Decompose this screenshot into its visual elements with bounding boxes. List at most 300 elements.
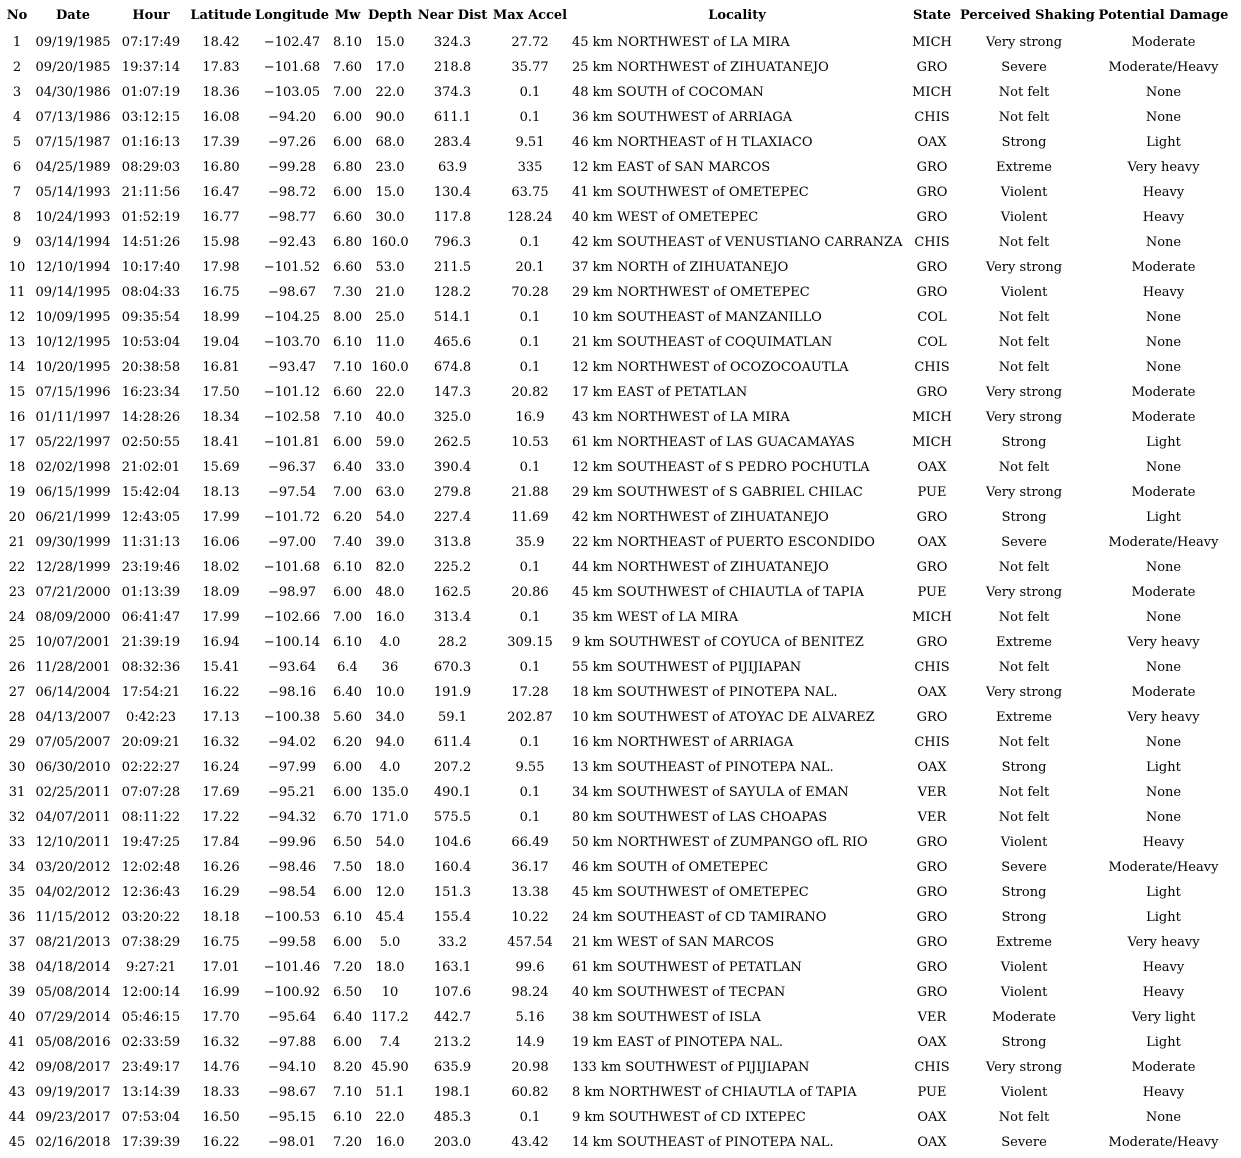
header-state: State	[912, 7, 952, 23]
cell-potential-damage: Moderate/Heavy	[1108, 60, 1219, 75]
cell-latitude: 17.70	[202, 1010, 240, 1025]
cell-perceived-shaking: Not felt	[998, 110, 1050, 125]
cell-state: MICH	[912, 610, 952, 625]
cell-max-accel: 10.22	[511, 910, 549, 925]
cell-latitude: 18.09	[202, 585, 240, 600]
cell-potential-damage: None	[1145, 235, 1182, 250]
cell-state: CHIS	[914, 360, 950, 375]
table-row	[2, 730, 1239, 755]
cell-state: GRO	[916, 560, 948, 575]
cell-longitude: −101.81	[263, 435, 321, 450]
cell-mw: 6.10	[333, 910, 362, 925]
cell-locality: 16 km NORTHWEST of ARRIAGA	[572, 735, 794, 750]
cell-date: 09/14/1995	[35, 285, 111, 300]
cell-latitude: 18.36	[202, 85, 240, 100]
cell-locality: 12 km SOUTHEAST of S PEDRO POCHUTLA	[572, 460, 870, 475]
cell-near-dist: 59.1	[438, 710, 467, 725]
cell-near-dist: 325.0	[433, 410, 472, 425]
cell-locality: 12 km EAST of SAN MARCOS	[572, 160, 771, 175]
cell-hour: 15:42:04	[121, 485, 181, 500]
cell-latitude: 18.13	[202, 485, 240, 500]
cell-hour: 08:32:36	[121, 660, 181, 675]
cell-perceived-shaking: Not felt	[998, 785, 1050, 800]
cell-depth: 22.0	[375, 85, 405, 100]
cell-locality: 29 km SOUTHWEST of S GABRIEL CHILAC	[572, 485, 863, 500]
cell-depth: 160.0	[371, 360, 409, 375]
cell-longitude: −103.70	[263, 335, 321, 350]
table-row	[2, 1080, 1239, 1105]
cell-state: CHIS	[914, 1060, 950, 1075]
cell-date: 09/20/1985	[35, 60, 111, 75]
cell-depth: 53.0	[375, 260, 405, 275]
cell-latitude: 17.99	[202, 510, 240, 525]
cell-perceived-shaking: Not felt	[998, 1110, 1050, 1125]
cell-no: 22	[8, 560, 26, 575]
table-row	[2, 630, 1239, 655]
table-row	[2, 355, 1239, 380]
cell-mw: 6.10	[333, 560, 362, 575]
cell-no: 36	[8, 910, 26, 925]
cell-no: 23	[8, 585, 26, 600]
cell-no: 11	[8, 285, 26, 300]
cell-depth: 160.0	[371, 235, 409, 250]
cell-locality: 22 km NORTHEAST of PUERTO ESCONDIDO	[572, 535, 875, 550]
cell-mw: 7.20	[333, 1135, 362, 1150]
cell-hour: 11:31:13	[121, 535, 181, 550]
cell-near-dist: 313.4	[433, 610, 472, 625]
cell-latitude: 16.50	[202, 1110, 240, 1125]
cell-date: 09/30/1999	[35, 535, 111, 550]
cell-mw: 6.60	[333, 260, 362, 275]
cell-state: COL	[917, 310, 947, 325]
cell-hour: 19:37:14	[121, 60, 181, 75]
cell-near-dist: 796.3	[433, 235, 472, 250]
table-row	[2, 855, 1239, 880]
cell-potential-damage: None	[1145, 560, 1182, 575]
table-row	[2, 305, 1239, 330]
cell-no: 3	[12, 85, 22, 100]
cell-max-accel: 11.69	[511, 510, 549, 525]
cell-perceived-shaking: Very strong	[985, 410, 1063, 425]
cell-near-dist: 213.2	[433, 1035, 472, 1050]
cell-perceived-shaking: Not felt	[998, 235, 1050, 250]
cell-near-dist: 225.2	[433, 560, 472, 575]
cell-state: GRO	[916, 710, 948, 725]
cell-latitude: 16.94	[202, 635, 240, 650]
cell-locality: 45 km NORTHWEST of LA MIRA	[572, 35, 790, 50]
cell-locality: 17 km EAST of PETATLAN	[572, 385, 748, 400]
table-row	[2, 805, 1239, 830]
cell-max-accel: 66.49	[511, 835, 549, 850]
cell-max-accel: 20.1	[515, 260, 545, 275]
cell-longitude: −96.37	[267, 460, 317, 475]
header-no: No	[6, 7, 28, 23]
cell-perceived-shaking: Very strong	[985, 685, 1063, 700]
cell-potential-damage: Light	[1146, 435, 1181, 450]
table-row	[2, 280, 1239, 305]
cell-near-dist: 33.2	[438, 935, 467, 950]
table-row	[2, 655, 1239, 680]
cell-max-accel: 202.87	[507, 710, 553, 725]
cell-mw: 6.60	[333, 210, 362, 225]
cell-mw: 6.50	[333, 835, 362, 850]
cell-state: GRO	[916, 285, 948, 300]
cell-max-accel: 0.1	[519, 235, 541, 250]
cell-mw: 7.10	[333, 1085, 362, 1100]
header-longitude: Longitude	[254, 7, 330, 23]
cell-near-dist: 151.3	[433, 885, 472, 900]
header-depth: Depth	[367, 7, 413, 23]
table-row	[2, 480, 1239, 505]
cell-mw: 7.10	[333, 360, 362, 375]
cell-hour: 20:09:21	[121, 735, 181, 750]
cell-depth: 4.0	[379, 635, 401, 650]
cell-near-dist: 163.1	[433, 960, 472, 975]
cell-depth: 82.0	[375, 560, 405, 575]
cell-locality: 10 km SOUTHEAST of MANZANILLO	[572, 310, 822, 325]
cell-longitude: −100.38	[263, 710, 321, 725]
cell-near-dist: 162.5	[433, 585, 472, 600]
cell-locality: 8 km NORTHWEST of CHIAUTLA of TAPIA	[572, 1085, 857, 1100]
cell-locality: 44 km NORTHWEST of ZIHUATANEJO	[572, 560, 829, 575]
cell-date: 12/10/2011	[35, 835, 111, 850]
cell-longitude: −104.25	[263, 310, 321, 325]
cell-mw: 6.40	[333, 685, 362, 700]
cell-potential-damage: Moderate	[1131, 485, 1196, 500]
cell-potential-damage: Very heavy	[1127, 935, 1200, 950]
cell-state: GRO	[916, 960, 948, 975]
cell-perceived-shaking: Very strong	[985, 585, 1063, 600]
cell-depth: 59.0	[375, 435, 405, 450]
cell-perceived-shaking: Not felt	[998, 560, 1050, 575]
cell-hour: 12:43:05	[121, 510, 181, 525]
cell-latitude: 17.50	[202, 385, 240, 400]
cell-mw: 6.20	[333, 510, 362, 525]
cell-date: 02/16/2018	[35, 1135, 111, 1150]
cell-max-accel: 309.15	[507, 635, 553, 650]
cell-depth: 34.0	[375, 710, 405, 725]
cell-longitude: −93.47	[267, 360, 317, 375]
table-row	[2, 205, 1239, 230]
cell-longitude: −94.32	[267, 810, 317, 825]
cell-near-dist: 207.2	[433, 760, 472, 775]
table-row	[2, 880, 1239, 905]
cell-max-accel: 35.77	[511, 60, 549, 75]
cell-longitude: −100.53	[263, 910, 321, 925]
cell-potential-damage: Light	[1146, 760, 1181, 775]
cell-mw: 6.60	[333, 385, 362, 400]
cell-date: 09/19/2017	[35, 1085, 111, 1100]
table-row	[2, 105, 1239, 130]
cell-locality: 37 km NORTH of ZIHUATANEJO	[572, 260, 789, 275]
cell-date: 08/09/2000	[35, 610, 111, 625]
cell-latitude: 18.18	[202, 910, 240, 925]
cell-potential-damage: Very heavy	[1127, 710, 1200, 725]
cell-no: 1	[12, 35, 22, 50]
cell-perceived-shaking: Very strong	[985, 485, 1063, 500]
cell-max-accel: 0.1	[519, 1110, 541, 1125]
cell-longitude: −93.64	[267, 660, 317, 675]
cell-near-dist: 465.6	[433, 335, 472, 350]
cell-no: 24	[8, 610, 26, 625]
cell-hour: 06:41:47	[121, 610, 181, 625]
cell-longitude: −94.10	[267, 1060, 317, 1075]
cell-latitude: 17.01	[202, 960, 240, 975]
cell-potential-damage: Heavy	[1142, 185, 1185, 200]
table-row	[2, 1030, 1239, 1055]
cell-longitude: −102.66	[263, 610, 321, 625]
cell-mw: 6.00	[333, 585, 362, 600]
cell-depth: 17.0	[375, 60, 405, 75]
cell-depth: 16.0	[375, 610, 405, 625]
cell-near-dist: 324.3	[433, 35, 472, 50]
cell-no: 14	[8, 360, 26, 375]
cell-longitude: −101.68	[263, 560, 321, 575]
cell-latitude: 16.80	[202, 160, 240, 175]
cell-no: 41	[8, 1035, 26, 1050]
cell-date: 03/14/1994	[35, 235, 111, 250]
cell-potential-damage: Moderate	[1131, 385, 1196, 400]
cell-locality: 45 km SOUTHWEST of OMETEPEC	[572, 885, 809, 900]
cell-date: 07/29/2014	[35, 1010, 111, 1025]
cell-latitude: 16.29	[202, 885, 240, 900]
cell-state: GRO	[916, 910, 948, 925]
cell-date: 12/28/1999	[35, 560, 111, 575]
cell-no: 25	[8, 635, 26, 650]
cell-potential-damage: Light	[1146, 910, 1181, 925]
cell-no: 17	[8, 435, 26, 450]
table-row	[2, 180, 1239, 205]
cell-latitude: 15.69	[202, 460, 240, 475]
cell-perceived-shaking: Very strong	[985, 385, 1063, 400]
cell-longitude: −99.28	[267, 160, 317, 175]
cell-no: 5	[12, 135, 22, 150]
cell-max-accel: 20.98	[511, 1060, 549, 1075]
cell-mw: 5.60	[333, 710, 362, 725]
table-row	[2, 1130, 1239, 1155]
cell-hour: 10:53:04	[121, 335, 181, 350]
cell-max-accel: 9.51	[515, 135, 545, 150]
cell-depth: 36	[381, 660, 399, 675]
cell-locality: 35 km WEST of LA MIRA	[572, 610, 739, 625]
table-row	[2, 405, 1239, 430]
header-near-dist: Near Dist	[417, 7, 488, 23]
table-row	[2, 255, 1239, 280]
cell-locality: 21 km WEST of SAN MARCOS	[572, 935, 775, 950]
cell-longitude: −102.58	[263, 410, 321, 425]
cell-mw: 6.00	[333, 885, 362, 900]
cell-longitude: −97.54	[267, 485, 317, 500]
table-row	[2, 830, 1239, 855]
cell-longitude: −98.54	[267, 885, 317, 900]
cell-no: 39	[8, 985, 26, 1000]
cell-near-dist: 313.8	[433, 535, 472, 550]
cell-hour: 01:07:19	[121, 85, 181, 100]
cell-latitude: 16.75	[202, 285, 240, 300]
cell-date: 06/30/2010	[35, 760, 111, 775]
cell-max-accel: 0.1	[519, 85, 541, 100]
cell-latitude: 16.32	[202, 735, 240, 750]
cell-near-dist: 670.3	[433, 660, 472, 675]
cell-perceived-shaking: Not felt	[998, 810, 1050, 825]
cell-state: GRO	[916, 510, 948, 525]
cell-state: PUE	[917, 1085, 947, 1100]
cell-hour: 17:39:39	[121, 1135, 181, 1150]
cell-state: CHIS	[914, 735, 950, 750]
cell-date: 04/25/1989	[35, 160, 111, 175]
header-potential-damage: Potential Damage	[1098, 7, 1229, 23]
cell-no: 16	[8, 410, 26, 425]
cell-potential-damage: Heavy	[1142, 285, 1185, 300]
cell-max-accel: 0.1	[519, 785, 541, 800]
cell-state: GRO	[916, 635, 948, 650]
cell-latitude: 16.06	[202, 535, 240, 550]
cell-depth: 45.4	[375, 910, 405, 925]
cell-perceived-shaking: Extreme	[996, 710, 1052, 725]
cell-latitude: 17.84	[202, 835, 240, 850]
table-row	[2, 930, 1239, 955]
cell-depth: 12.0	[375, 885, 405, 900]
cell-perceived-shaking: Not felt	[998, 335, 1050, 350]
cell-state: GRO	[916, 210, 948, 225]
cell-locality: 24 km SOUTHEAST of CD TAMIRANO	[572, 910, 827, 925]
cell-latitude: 17.98	[202, 260, 240, 275]
cell-near-dist: 28.2	[438, 635, 467, 650]
cell-state: GRO	[916, 885, 948, 900]
cell-perceived-shaking: Strong	[1001, 435, 1047, 450]
cell-perceived-shaking: Strong	[1001, 510, 1047, 525]
cell-depth: 39.0	[375, 535, 405, 550]
cell-longitude: −95.21	[267, 785, 317, 800]
cell-perceived-shaking: Very strong	[985, 1060, 1063, 1075]
cell-latitude: 17.83	[202, 60, 240, 75]
cell-latitude: 17.99	[202, 610, 240, 625]
cell-no: 37	[8, 935, 26, 950]
cell-potential-damage: None	[1145, 460, 1182, 475]
cell-perceived-shaking: Violent	[1000, 985, 1048, 1000]
cell-max-accel: 16.9	[515, 410, 545, 425]
cell-near-dist: 485.3	[433, 1110, 472, 1125]
cell-max-accel: 17.28	[511, 685, 549, 700]
cell-max-accel: 99.6	[515, 960, 545, 975]
header-row	[2, 0, 1239, 30]
cell-no: 21	[8, 535, 26, 550]
cell-date: 06/15/1999	[35, 485, 111, 500]
cell-longitude: −98.97	[267, 585, 317, 600]
cell-latitude: 17.39	[202, 135, 240, 150]
cell-date: 09/08/2017	[35, 1060, 111, 1075]
cell-max-accel: 43.42	[511, 1135, 549, 1150]
cell-hour: 07:38:29	[121, 935, 181, 950]
cell-longitude: −98.16	[267, 685, 317, 700]
cell-hour: 16:23:34	[121, 385, 181, 400]
cell-perceived-shaking: Not felt	[998, 310, 1050, 325]
cell-max-accel: 0.1	[519, 610, 541, 625]
cell-date: 12/10/1994	[35, 260, 111, 275]
cell-depth: 90.0	[375, 110, 405, 125]
cell-hour: 07:07:28	[121, 785, 181, 800]
cell-max-accel: 21.88	[511, 485, 549, 500]
cell-depth: 15.0	[375, 35, 405, 50]
cell-state: COL	[917, 335, 947, 350]
table-row	[2, 55, 1239, 80]
cell-hour: 01:13:39	[121, 585, 181, 600]
cell-longitude: −97.99	[267, 760, 317, 775]
cell-potential-damage: Heavy	[1142, 210, 1185, 225]
cell-state: GRO	[916, 160, 948, 175]
cell-locality: 38 km SOUTHWEST of ISLA	[572, 1010, 761, 1025]
cell-mw: 6.00	[333, 435, 362, 450]
cell-max-accel: 14.9	[515, 1035, 545, 1050]
cell-mw: 6.10	[333, 1110, 362, 1125]
cell-hour: 05:46:15	[121, 1010, 181, 1025]
cell-mw: 7.00	[333, 610, 362, 625]
cell-depth: 23.0	[375, 160, 405, 175]
table-body	[2, 30, 1239, 1155]
cell-locality: 34 km SOUTHWEST of SAYULA of EMAN	[572, 785, 849, 800]
cell-perceived-shaking: Extreme	[996, 935, 1052, 950]
cell-depth: 30.0	[375, 210, 405, 225]
cell-date: 09/23/2017	[35, 1110, 111, 1125]
cell-hour: 12:36:43	[121, 885, 181, 900]
cell-max-accel: 13.38	[511, 885, 549, 900]
cell-mw: 6.00	[333, 785, 362, 800]
cell-mw: 6.40	[333, 460, 362, 475]
cell-date: 08/21/2013	[35, 935, 111, 950]
cell-potential-damage: Moderate	[1131, 585, 1196, 600]
cell-longitude: −97.88	[267, 1035, 317, 1050]
cell-potential-damage: Light	[1146, 885, 1181, 900]
cell-max-accel: 0.1	[519, 560, 541, 575]
cell-latitude: 17.22	[202, 810, 240, 825]
cell-depth: 63.0	[375, 485, 405, 500]
cell-longitude: −103.05	[263, 85, 321, 100]
table-row	[2, 380, 1239, 405]
cell-max-accel: 0.1	[519, 310, 541, 325]
table-row	[2, 1005, 1239, 1030]
cell-longitude: −95.64	[267, 1010, 317, 1025]
table-row	[2, 980, 1239, 1005]
cell-no: 6	[12, 160, 22, 175]
cell-longitude: −98.67	[267, 285, 317, 300]
cell-mw: 6.80	[333, 235, 362, 250]
cell-locality: 18 km SOUTHWEST of PINOTEPA NAL.	[572, 685, 838, 700]
cell-perceived-shaking: Strong	[1001, 760, 1047, 775]
cell-max-accel: 0.1	[519, 360, 541, 375]
cell-near-dist: 283.4	[433, 135, 472, 150]
cell-near-dist: 130.4	[433, 185, 472, 200]
table-row	[2, 80, 1239, 105]
cell-depth: 171.0	[371, 810, 409, 825]
cell-no: 9	[12, 235, 22, 250]
cell-latitude: 19.04	[202, 335, 240, 350]
cell-state: CHIS	[914, 110, 950, 125]
cell-potential-damage: Heavy	[1142, 835, 1185, 850]
table-row	[2, 1105, 1239, 1130]
cell-perceived-shaking: Moderate	[991, 1010, 1057, 1025]
cell-depth: 16.0	[375, 1135, 405, 1150]
cell-no: 32	[8, 810, 26, 825]
cell-date: 10/20/1995	[35, 360, 111, 375]
cell-potential-damage: Heavy	[1142, 1085, 1185, 1100]
cell-depth: 18.0	[375, 960, 405, 975]
cell-perceived-shaking: Strong	[1001, 910, 1047, 925]
cell-latitude: 16.26	[202, 860, 240, 875]
cell-depth: 18.0	[375, 860, 405, 875]
header-hour: Hour	[132, 7, 170, 23]
cell-perceived-shaking: Not felt	[998, 460, 1050, 475]
cell-depth: 15.0	[375, 185, 405, 200]
